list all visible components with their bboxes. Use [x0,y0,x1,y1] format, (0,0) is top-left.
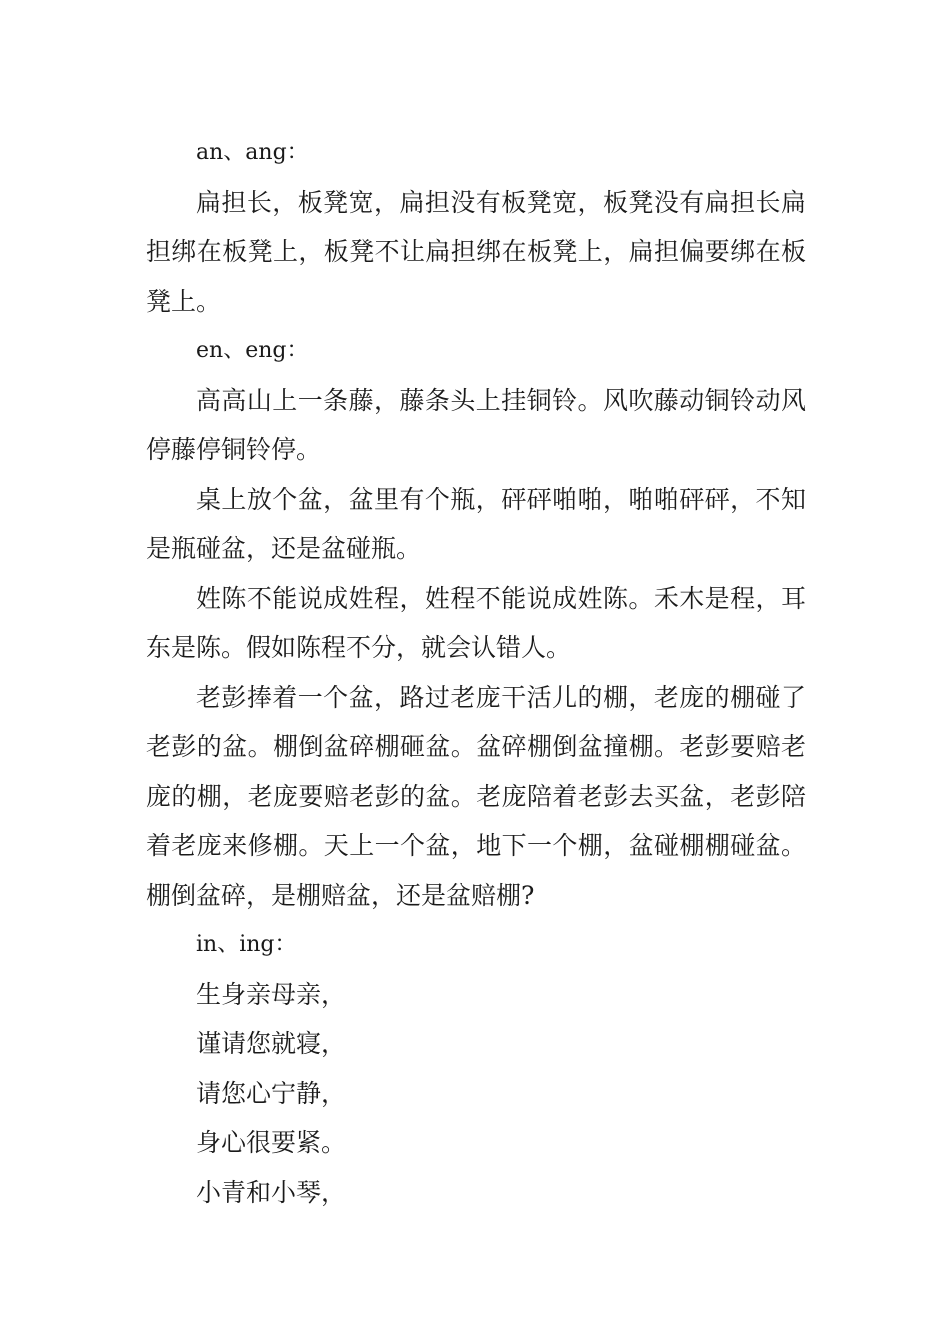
tongue-twister-paragraph: 姓陈不能说成姓程，姓程不能说成姓陈。禾木是程，耳东是陈。假如陈程不分，就会认错人。 [146,583,806,662]
poem-line: 身心很要紧。 [196,1128,347,1157]
poem-line: 小青和小琴， [196,1177,347,1207]
tongue-twister-paragraph: 桌上放个盆，盆里有个瓶，砰砰啪啪，啪啪砰砰，不知是瓶碰盆，还是盆碰瓶。 [146,484,806,563]
poem-line: 生身亲母亲， [196,979,347,1009]
poem-line: 谨请您就寝， [196,1029,347,1058]
document-body [146,128,806,1217]
section-label-in-ing: in、ing： [196,932,297,957]
tongue-twister-paragraph: 老彭捧着一个盆，路过老庞干活儿的棚，老庞的棚碰了老彭的盆。棚倒盆碎棚砸盆。盆碎棚倒盆撞棚。老彭要赔老庞的棚，老庞要赔老彭的盆。老庞陪着老彭去买盆，老彭陪着老庞来修棚。天上一个盆，地下一个棚，盆碰棚棚碰盆。棚倒盆碎，是棚赔盆，还是盆赔棚? [146,682,806,910]
section-label-an-ang: an、ang： [196,140,309,165]
tongue-twister-paragraph: 高高山上一条藤，藤条头上挂铜铃。风吹藤动铜铃动风停藤停铜铃停。 [146,385,806,464]
section-label-en-eng: en、eng： [196,338,309,363]
tongue-twister-paragraph: 扁担长，板凳宽，扁担没有板凳宽，板凳没有扁担长扁担绑在板凳上，板凳不让扁担绑在板凳上，扁担偏要绑在板凳上。 [146,187,806,316]
poem-line: 请您心宁静， [196,1078,347,1108]
